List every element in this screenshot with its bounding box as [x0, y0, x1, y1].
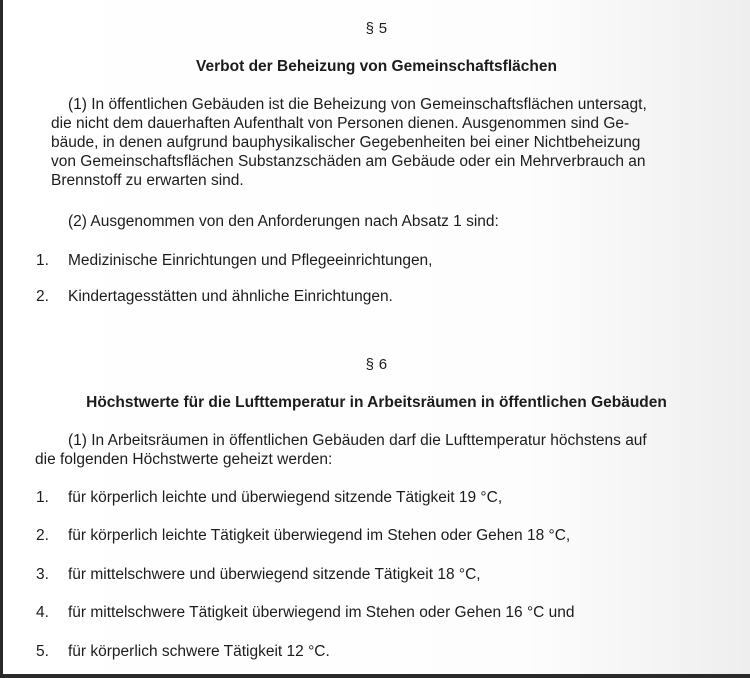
- list-item-text: für körperlich schwere Tätigkeit 12 °C.: [68, 643, 330, 660]
- paragraph-line: Brennstoff zu erwarten sind.: [51, 172, 244, 189]
- paragraph-line: von Gemeinschaftsflächen Substanzschäden am Gebäude oder ein Mehrverbrauch an: [51, 153, 646, 170]
- section-6-title: Höchstwerte für die Lufttemperatur in Arbeitsräumen in öffentlichen Gebäuden: [86, 394, 667, 411]
- paragraph-line: die nicht dem dauerhaften Aufenthalt von Personen dienen. Ausgenommen sind Ge-: [51, 115, 630, 132]
- document-page: [3, 0, 750, 674]
- list-item-number: 3.: [36, 566, 49, 583]
- list-item: [36, 288, 393, 306]
- list-item: [36, 252, 433, 270]
- paragraph-line: (1) In öffentlichen Gebäuden ist die Beheizung von Gemeinschaftsflächen untersagt,: [68, 96, 647, 113]
- list-item-number: 2.: [36, 527, 49, 544]
- list-item-text: Medizinische Einrichtungen und Pflegeeinrichtungen,: [68, 252, 433, 269]
- list-item-number: 1.: [36, 489, 49, 506]
- bottom-border: [0, 674, 750, 678]
- paragraph-line: die folgenden Höchstwerte geheizt werden:: [35, 451, 333, 468]
- paragraph-line: bäude, in denen aufgrund bauphysikalischer Gegebenheiten bei einer Nichtbeheizung: [51, 134, 641, 151]
- list-item-text: für mittelschwere und überwiegend sitzende Tätigkeit 18 °C,: [68, 566, 481, 583]
- paragraph-line: (1) In Arbeitsräumen in öffentlichen Gebäuden darf die Lufttemperatur höchstens auf: [68, 432, 647, 449]
- section-5-symbol: § 5: [365, 20, 388, 37]
- section-5-paragraph-1: [51, 95, 721, 190]
- list-item: [36, 643, 330, 661]
- list-item-number: 1.: [36, 252, 49, 269]
- section-6-paragraph-1: [35, 431, 647, 469]
- section-5-title: Verbot der Beheizung von Gemeinschaftsflächen: [196, 58, 557, 75]
- list-item: [36, 604, 575, 622]
- section-5-paragraph-2: (2) Ausgenommen von den Anforderungen nach Absatz 1 sind:: [68, 213, 499, 230]
- list-item-number: 5.: [36, 643, 49, 660]
- list-item-text: für körperlich leichte Tätigkeit überwiegend im Stehen oder Gehen 18 °C,: [68, 527, 571, 544]
- list-item-text: für mittelschwere Tätigkeit überwiegend im Stehen oder Gehen 16 °C und: [68, 604, 575, 621]
- list-item: [36, 489, 502, 507]
- list-item-text: Kindertagesstätten und ähnliche Einrichtungen.: [68, 288, 393, 305]
- list-item: [36, 527, 570, 545]
- section-6-symbol: § 6: [365, 356, 388, 373]
- list-item-text: für körperlich leichte und überwiegend sitzende Tätigkeit 19 °C,: [68, 489, 503, 506]
- list-item: [36, 566, 481, 584]
- list-item-number: 4.: [36, 604, 49, 621]
- list-item-number: 2.: [36, 288, 49, 305]
